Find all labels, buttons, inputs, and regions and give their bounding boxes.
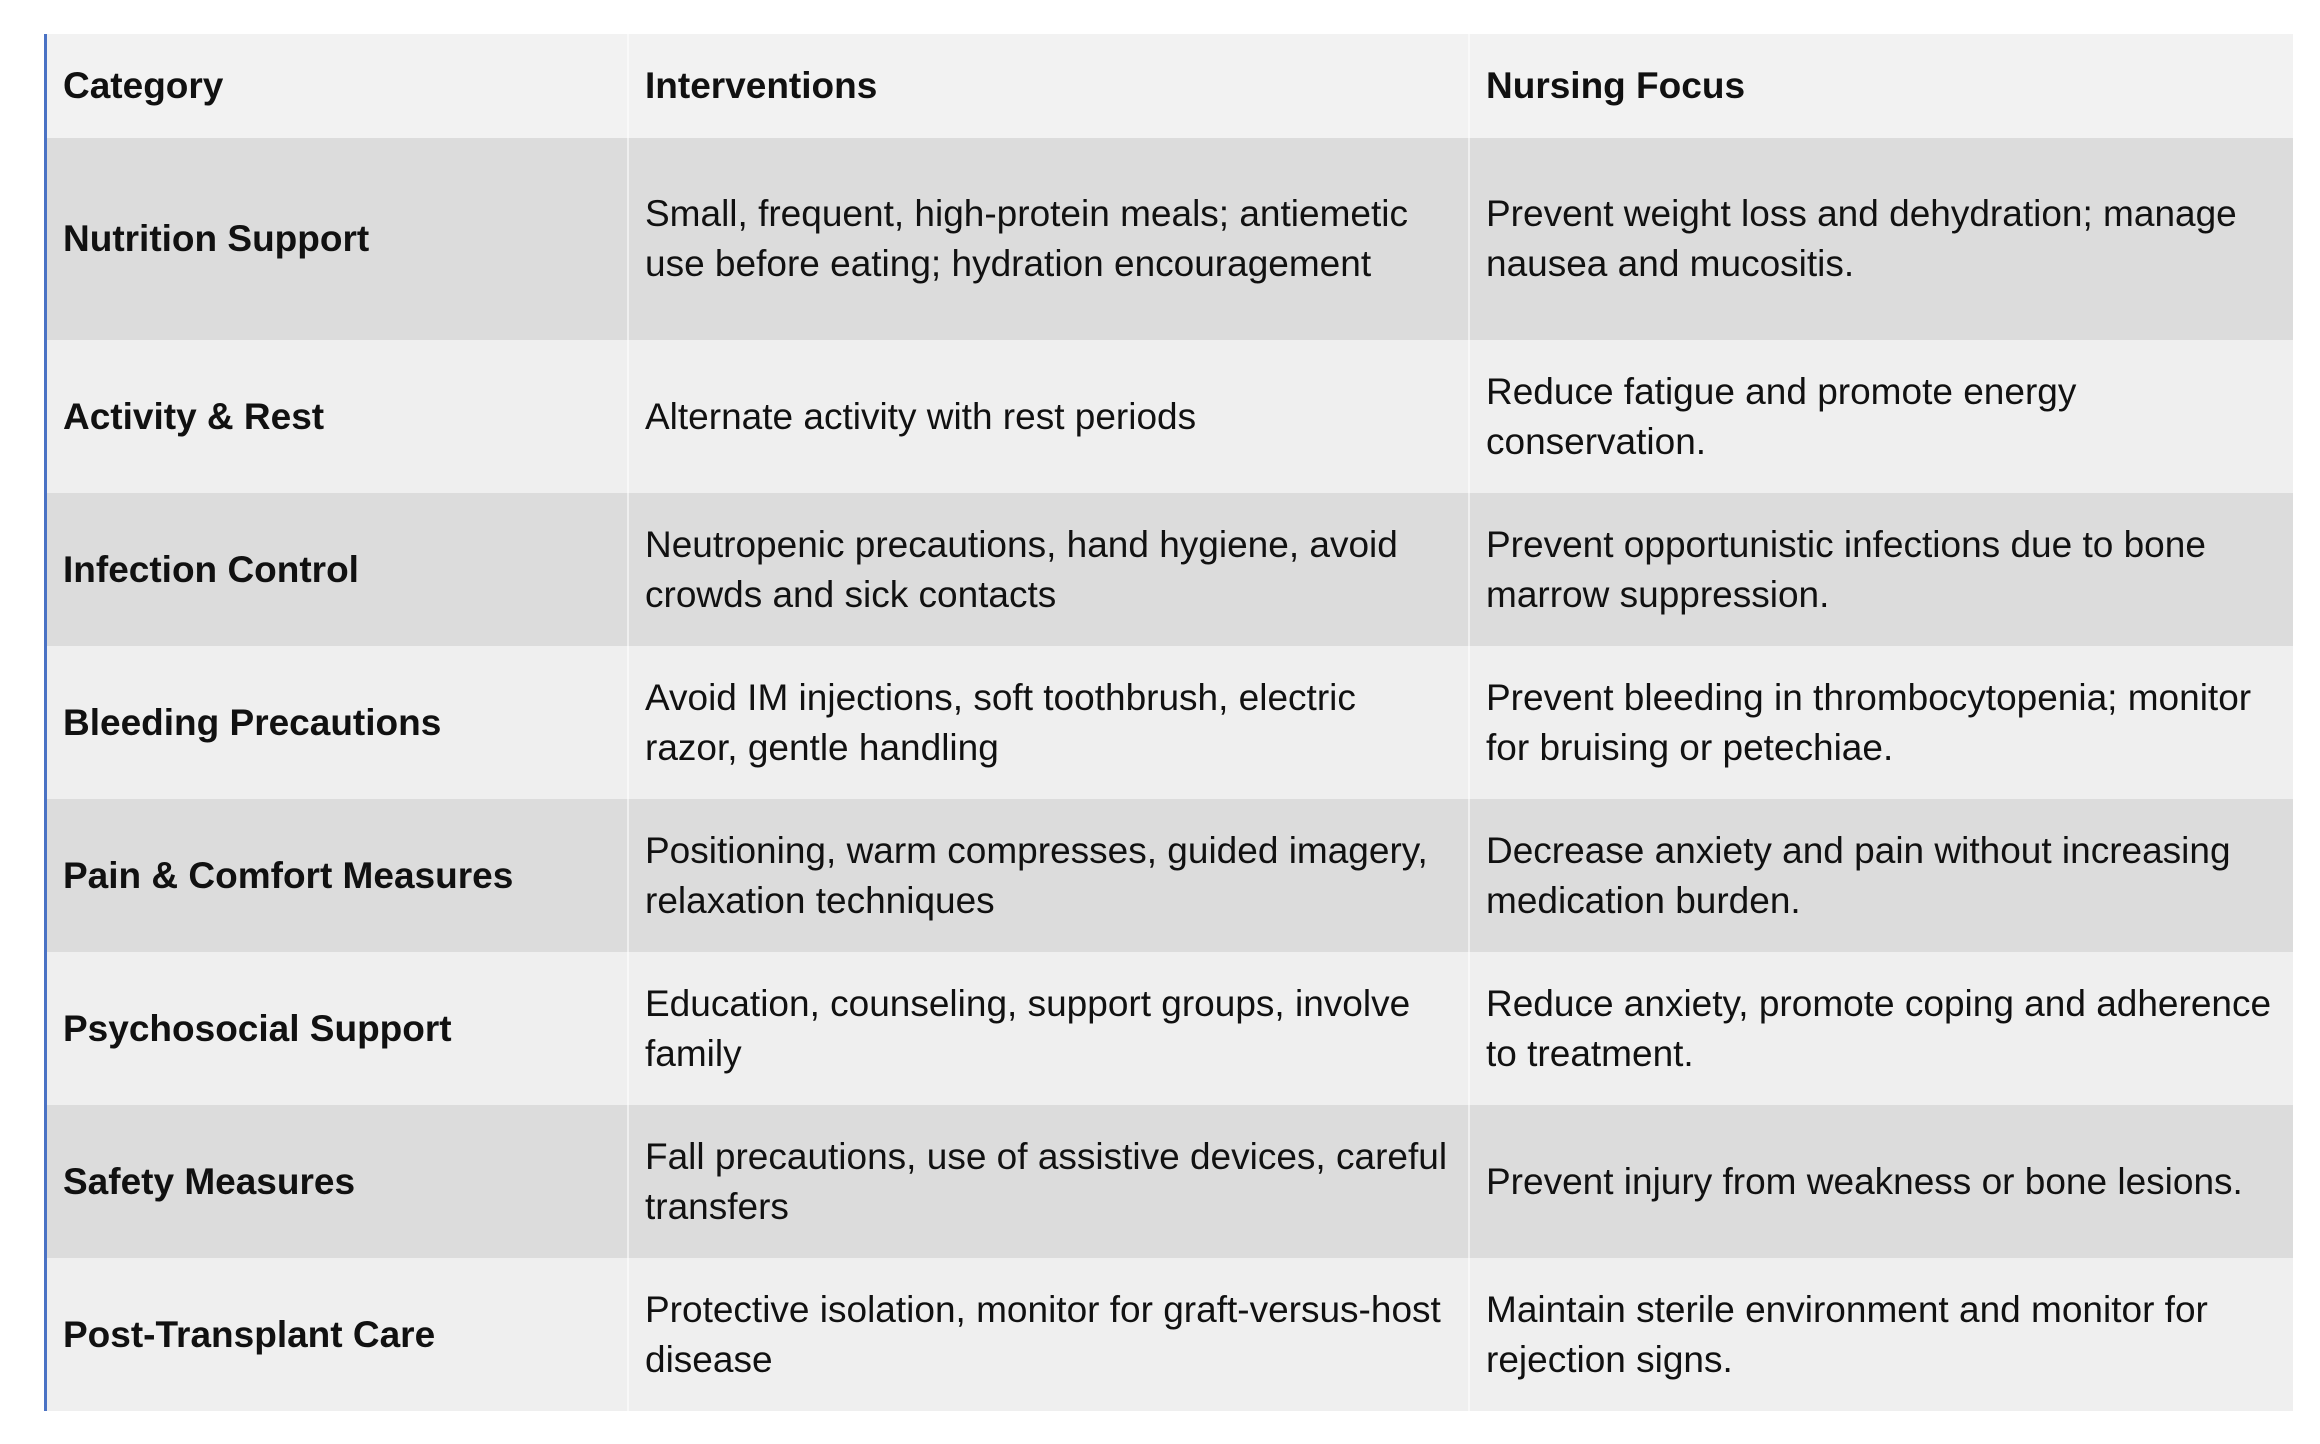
row-nursing-focus: Prevent opportunistic infections due to bone marrow suppression. (1469, 493, 2293, 646)
row-nursing-focus: Prevent injury from weakness or bone lesions. (1469, 1105, 2293, 1258)
row-interventions: Neutropenic precautions, hand hygiene, avoid crowds and sick contacts (628, 493, 1469, 646)
nursing-interventions-table (47, 34, 2293, 1411)
table-row (47, 952, 2293, 1105)
row-category: Nutrition Support (63, 218, 370, 259)
row-category: Bleeding Precautions (63, 701, 442, 743)
table-row (47, 1105, 2293, 1258)
row-category: Psychosocial Support (63, 1007, 452, 1049)
row-interventions: Positioning, warm compresses, guided imagery, relaxation techniques (628, 799, 1469, 952)
row-category: Activity & Rest (63, 395, 325, 437)
row-category: Pain & Comfort Measures (63, 854, 514, 896)
row-interventions: Small, frequent, high-protein meals; antiemetic use before eating; hydration encouragement (628, 138, 1469, 340)
header-interventions: Interventions (628, 34, 1469, 138)
row-category: Infection Control (63, 548, 359, 590)
row-category: Post-Transplant Care (63, 1313, 436, 1355)
row-interventions: Avoid IM injections, soft toothbrush, electric razor, gentle handling (628, 646, 1469, 799)
row-nursing-focus: Prevent bleeding in thrombocytopenia; monitor for bruising or petechiae. (1469, 646, 2293, 799)
table-row (47, 646, 2293, 799)
row-nursing-focus: Maintain sterile environment and monitor for rejection signs. (1469, 1258, 2293, 1411)
nursing-interventions-table-container (44, 34, 2293, 1411)
row-nursing-focus: Decrease anxiety and pain without increasing medication burden. (1469, 799, 2293, 952)
header-category: Category (63, 65, 224, 106)
table-header-row (47, 34, 2293, 138)
table-row (47, 493, 2293, 646)
row-category: Safety Measures (63, 1160, 356, 1202)
row-nursing-focus: Reduce fatigue and promote energy conservation. (1469, 340, 2293, 493)
row-interventions: Alternate activity with rest periods (628, 340, 1469, 493)
row-nursing-focus: Reduce anxiety, promote coping and adherence to treatment. (1469, 952, 2293, 1105)
row-nursing-focus: Prevent weight loss and dehydration; manage nausea and mucositis. (1469, 138, 2293, 340)
table-row (47, 138, 2293, 340)
table-row (47, 340, 2293, 493)
table-row (47, 1258, 2293, 1411)
header-nursing-focus: Nursing Focus (1469, 34, 2293, 138)
row-interventions: Protective isolation, monitor for graft-versus-host disease (628, 1258, 1469, 1411)
row-interventions: Fall precautions, use of assistive devices, careful transfers (628, 1105, 1469, 1258)
table-row (47, 799, 2293, 952)
row-interventions: Education, counseling, support groups, involve family (628, 952, 1469, 1105)
